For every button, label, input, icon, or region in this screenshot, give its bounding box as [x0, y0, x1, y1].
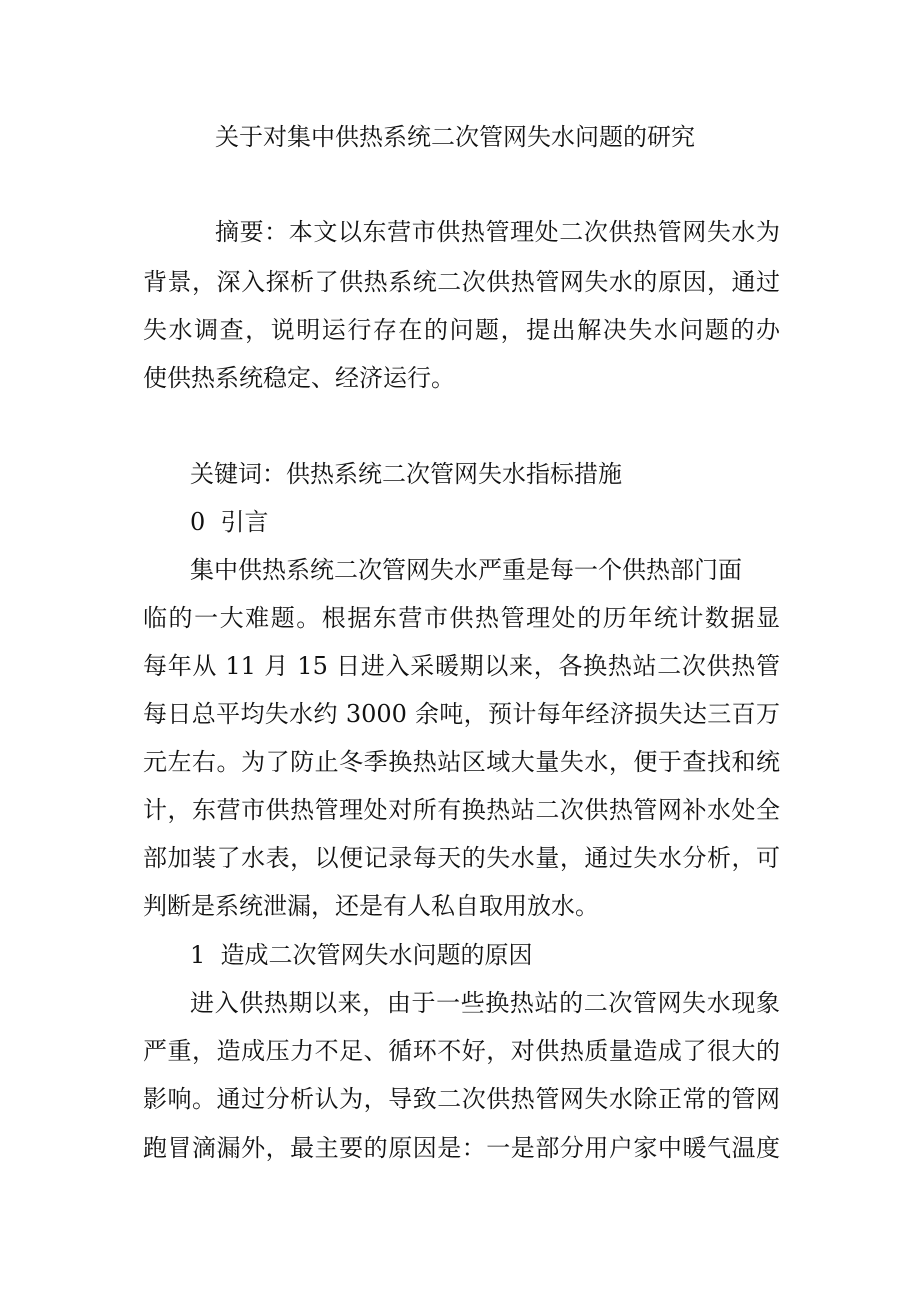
abstract-line: 摘要：本文以东营市供热管理处二次供热管网失水为 — [215, 218, 780, 246]
section-heading: 1 造成二次管网失水问题的原因 — [190, 941, 533, 969]
body-line: 跑冒滴漏外，最主要的原因是：一是部分用户家中暖气温度 — [143, 1134, 780, 1162]
document-title: 关于对集中供热系统二次管网失水问题的研究 — [215, 123, 695, 151]
keywords: 关键词：供热系统二次管网失水指标措施 — [190, 460, 622, 488]
section-heading: 0 引言 — [190, 508, 269, 536]
body-line: 部加装了水表，以便记录每天的失水量，通过失水分析，可 — [143, 844, 780, 872]
body-line: 进入供热期以来，由于一些换热站的二次管网失水现象 — [190, 989, 780, 1017]
body-line: 每日总平均失水约 3000 余吨，预计每年经济损失达三百万 — [143, 700, 780, 728]
body-line: 判断是系统泄漏，还是有人私自取用放水。 — [143, 892, 599, 920]
body-line: 元左右。为了防止冬季换热站区域大量失水，便于查找和统 — [143, 748, 780, 776]
body-line: 计，东营市供热管理处对所有换热站二次供热管网补水处全 — [143, 796, 780, 824]
body-line: 影响。通过分析认为，导致二次供热管网失水除正常的管网 — [143, 1085, 780, 1113]
abstract-line: 背景，深入探析了供热系统二次供热管网失水的原因，通过 — [143, 268, 780, 296]
body-line: 集中供热系统二次管网失水严重是每一个供热部门面 — [190, 556, 742, 584]
body-line: 临的一大难题。根据东营市供热管理处的历年统计数据显 — [143, 604, 780, 632]
abstract-line: 失水调查，说明运行存在的问题，提出解决失水问题的办 — [143, 316, 780, 344]
body-line: 严重，造成压力不足、循环不好，对供热质量造成了很大的 — [143, 1037, 780, 1065]
abstract-line: 使供热系统稳定、经济运行。 — [143, 364, 455, 392]
body-line: 每年从 11 月 15 日进入采暖期以来，各换热站二次供热管 — [143, 652, 780, 680]
